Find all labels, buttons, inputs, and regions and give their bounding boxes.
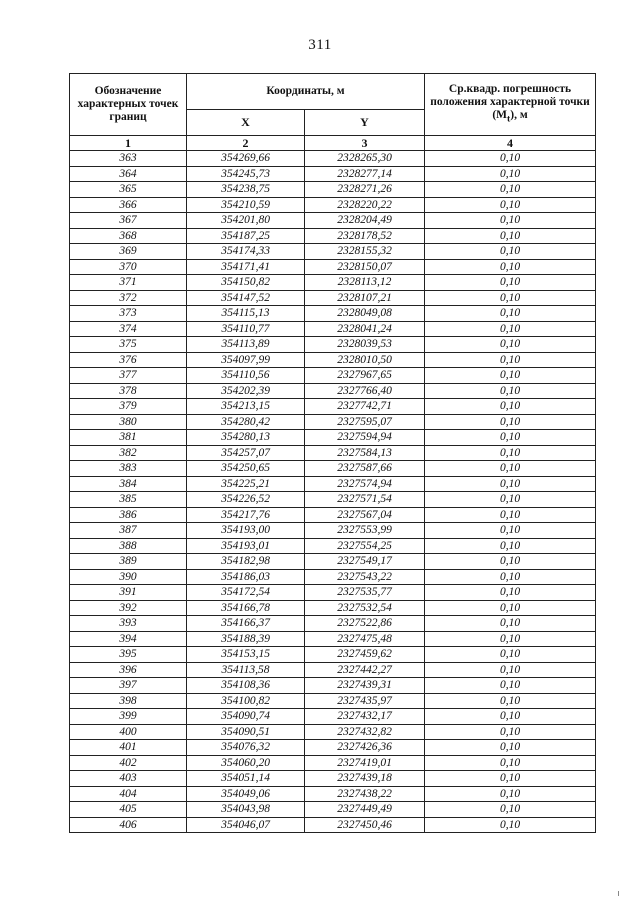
point-number-cell: 405 [70,802,187,818]
x-coordinate-cell: 354100,82 [187,693,305,709]
point-number-cell: 366 [70,197,187,213]
error-value-cell: 0,10 [425,755,596,771]
y-coordinate-cell: 2328277,14 [305,166,425,182]
error-value-cell: 0,10 [425,600,596,616]
column-number: 4 [425,136,596,151]
table-row [70,616,596,632]
table-row [70,414,596,430]
x-coordinate-cell: 354280,13 [187,430,305,446]
x-coordinate-cell: 354147,52 [187,290,305,306]
y-coordinate-cell: 2327742,71 [305,399,425,415]
error-value-cell: 0,10 [425,399,596,415]
x-coordinate-cell: 354172,54 [187,585,305,601]
x-coordinate-cell: 354238,75 [187,182,305,198]
page-number: 311 [308,37,332,53]
x-coordinate-cell: 354090,51 [187,724,305,740]
y-coordinate-cell: 2327439,18 [305,771,425,787]
header-error-text: Ср.квадр. погрешность положения характерной точки (M [430,83,590,122]
point-number-cell: 396 [70,662,187,678]
x-coordinate-cell: 354174,33 [187,244,305,260]
x-coordinate-cell: 354257,07 [187,445,305,461]
point-number-cell: 375 [70,337,187,353]
error-value-cell: 0,10 [425,678,596,694]
point-number-cell: 403 [70,771,187,787]
table-row [70,290,596,306]
table-row [70,569,596,585]
error-value-cell: 0,10 [425,771,596,787]
table-row [70,600,596,616]
header-error-subscript: t [507,113,511,125]
table-row [70,817,596,833]
y-coordinate-cell: 2328010,50 [305,352,425,368]
point-number-cell: 392 [70,600,187,616]
error-value-cell: 0,10 [425,461,596,477]
x-coordinate-cell: 354043,98 [187,802,305,818]
table-row [70,306,596,322]
error-value-cell: 0,10 [425,585,596,601]
table-row [70,662,596,678]
error-value-cell: 0,10 [425,228,596,244]
point-number-cell: 398 [70,693,187,709]
y-coordinate-cell: 2327419,01 [305,755,425,771]
table-row [70,244,596,260]
error-value-cell: 0,10 [425,290,596,306]
y-coordinate-cell: 2328265,30 [305,151,425,167]
x-coordinate-cell: 354250,65 [187,461,305,477]
table-row [70,507,596,523]
point-number-cell: 373 [70,306,187,322]
table-body [70,151,596,833]
table-row [70,430,596,446]
x-coordinate-cell: 354166,78 [187,600,305,616]
table-row [70,771,596,787]
table-row [70,523,596,539]
point-number-cell: 381 [70,430,187,446]
point-number-cell: 389 [70,554,187,570]
x-coordinate-cell: 354193,01 [187,538,305,554]
x-coordinate-cell: 354076,32 [187,740,305,756]
table-row [70,554,596,570]
scan-mark [618,891,619,896]
error-value-cell: 0,10 [425,383,596,399]
table-row [70,678,596,694]
column-number: 3 [305,136,425,151]
point-number-cell: 372 [70,290,187,306]
error-value-cell: 0,10 [425,523,596,539]
table-row [70,321,596,337]
point-number-cell: 382 [70,445,187,461]
x-coordinate-cell: 354217,76 [187,507,305,523]
header-mean-square-error [425,74,596,136]
table-row [70,740,596,756]
point-number-cell: 370 [70,259,187,275]
table-row [70,724,596,740]
error-value-cell: 0,10 [425,538,596,554]
y-coordinate-cell: 2328049,08 [305,306,425,322]
point-number-cell: 385 [70,492,187,508]
point-number-cell: 374 [70,321,187,337]
table-row [70,709,596,725]
point-number-cell: 406 [70,817,187,833]
x-coordinate-cell: 354280,42 [187,414,305,430]
table-row [70,786,596,802]
point-number-cell: 365 [70,182,187,198]
y-coordinate-cell: 2327543,22 [305,569,425,585]
x-coordinate-cell: 354110,77 [187,321,305,337]
header-error-unit: ), м [510,109,528,122]
table-row [70,383,596,399]
table-row [70,492,596,508]
table-row [70,631,596,647]
point-number-cell: 369 [70,244,187,260]
x-coordinate-cell: 354110,56 [187,368,305,384]
point-number-cell: 400 [70,724,187,740]
x-coordinate-cell: 354225,21 [187,476,305,492]
y-coordinate-cell: 2328039,53 [305,337,425,353]
x-coordinate-cell: 354245,73 [187,166,305,182]
error-value-cell: 0,10 [425,430,596,446]
table-row [70,182,596,198]
y-coordinate-cell: 2328204,49 [305,213,425,229]
error-value-cell: 0,10 [425,182,596,198]
point-number-cell: 378 [70,383,187,399]
y-coordinate-cell: 2327567,04 [305,507,425,523]
y-coordinate-cell: 2327595,07 [305,414,425,430]
y-coordinate-cell: 2327522,86 [305,616,425,632]
header-x: X [187,110,305,136]
error-value-cell: 0,10 [425,321,596,337]
point-number-cell: 387 [70,523,187,539]
y-coordinate-cell: 2327435,97 [305,693,425,709]
x-coordinate-cell: 354201,80 [187,213,305,229]
error-value-cell: 0,10 [425,352,596,368]
x-coordinate-cell: 354108,36 [187,678,305,694]
point-number-cell: 391 [70,585,187,601]
y-coordinate-cell: 2327766,40 [305,383,425,399]
x-coordinate-cell: 354115,13 [187,306,305,322]
x-coordinate-cell: 354090,74 [187,709,305,725]
error-value-cell: 0,10 [425,724,596,740]
y-coordinate-cell: 2327571,54 [305,492,425,508]
point-number-cell: 394 [70,631,187,647]
x-coordinate-cell: 354097,99 [187,352,305,368]
y-coordinate-cell: 2327442,27 [305,662,425,678]
y-coordinate-cell: 2328155,32 [305,244,425,260]
x-coordinate-cell: 354193,00 [187,523,305,539]
x-coordinate-cell: 354226,52 [187,492,305,508]
error-value-cell: 0,10 [425,817,596,833]
table-row [70,802,596,818]
error-value-cell: 0,10 [425,476,596,492]
y-coordinate-cell: 2328041,24 [305,321,425,337]
error-value-cell: 0,10 [425,631,596,647]
y-coordinate-cell: 2328113,12 [305,275,425,291]
y-coordinate-cell: 2327549,17 [305,554,425,570]
y-coordinate-cell: 2327967,65 [305,368,425,384]
y-coordinate-cell: 2328220,22 [305,197,425,213]
y-coordinate-cell: 2327432,82 [305,724,425,740]
header-y: Y [305,110,425,136]
error-value-cell: 0,10 [425,492,596,508]
y-coordinate-cell: 2327450,46 [305,817,425,833]
x-coordinate-cell: 354060,20 [187,755,305,771]
header-point-designation: Обозначение характерных точек границ [70,74,187,136]
point-number-cell: 371 [70,275,187,291]
point-number-cell: 404 [70,786,187,802]
column-number: 1 [70,136,187,151]
y-coordinate-cell: 2327438,22 [305,786,425,802]
error-value-cell: 0,10 [425,197,596,213]
table-row [70,197,596,213]
error-value-cell: 0,10 [425,786,596,802]
x-coordinate-cell: 354153,15 [187,647,305,663]
y-coordinate-cell: 2327594,94 [305,430,425,446]
point-number-cell: 399 [70,709,187,725]
x-coordinate-cell: 354113,58 [187,662,305,678]
y-coordinate-cell: 2327459,62 [305,647,425,663]
y-coordinate-cell: 2327439,31 [305,678,425,694]
error-value-cell: 0,10 [425,445,596,461]
point-number-cell: 368 [70,228,187,244]
x-coordinate-cell: 354049,06 [187,786,305,802]
point-number-cell: 383 [70,461,187,477]
coordinates-table [69,73,596,833]
x-coordinate-cell: 354213,15 [187,399,305,415]
x-coordinate-cell: 354046,07 [187,817,305,833]
y-coordinate-cell: 2328107,21 [305,290,425,306]
error-value-cell: 0,10 [425,740,596,756]
header-coordinates: Координаты, м [187,74,425,110]
table-row [70,693,596,709]
point-number-cell: 376 [70,352,187,368]
y-coordinate-cell: 2327449,49 [305,802,425,818]
table-row [70,352,596,368]
error-value-cell: 0,10 [425,554,596,570]
x-coordinate-cell: 354188,39 [187,631,305,647]
table-row [70,151,596,167]
error-value-cell: 0,10 [425,662,596,678]
table-row [70,337,596,353]
x-coordinate-cell: 354166,37 [187,616,305,632]
y-coordinate-cell: 2327535,77 [305,585,425,601]
column-number: 2 [187,136,305,151]
table-row [70,538,596,554]
x-coordinate-cell: 354186,03 [187,569,305,585]
x-coordinate-cell: 354171,41 [187,259,305,275]
point-number-cell: 395 [70,647,187,663]
x-coordinate-cell: 354051,14 [187,771,305,787]
y-coordinate-cell: 2328271,26 [305,182,425,198]
x-coordinate-cell: 354113,89 [187,337,305,353]
table-row [70,755,596,771]
error-value-cell: 0,10 [425,244,596,260]
error-value-cell: 0,10 [425,693,596,709]
table-row [70,585,596,601]
point-number-cell: 386 [70,507,187,523]
point-number-cell: 388 [70,538,187,554]
error-value-cell: 0,10 [425,616,596,632]
table-row [70,228,596,244]
table-row [70,476,596,492]
point-number-cell: 364 [70,166,187,182]
y-coordinate-cell: 2327426,36 [305,740,425,756]
error-value-cell: 0,10 [425,259,596,275]
point-number-cell: 384 [70,476,187,492]
table-row [70,275,596,291]
error-value-cell: 0,10 [425,166,596,182]
y-coordinate-cell: 2328150,07 [305,259,425,275]
point-number-cell: 367 [70,213,187,229]
error-value-cell: 0,10 [425,275,596,291]
point-number-cell: 377 [70,368,187,384]
table-row [70,461,596,477]
y-coordinate-cell: 2327587,66 [305,461,425,477]
y-coordinate-cell: 2327574,94 [305,476,425,492]
table-row [70,445,596,461]
point-number-cell: 401 [70,740,187,756]
x-coordinate-cell: 354187,25 [187,228,305,244]
point-number-cell: 393 [70,616,187,632]
error-value-cell: 0,10 [425,569,596,585]
table-row [70,399,596,415]
y-coordinate-cell: 2327532,54 [305,600,425,616]
table-row [70,647,596,663]
table-row [70,166,596,182]
x-coordinate-cell: 354182,98 [187,554,305,570]
y-coordinate-cell: 2327432,17 [305,709,425,725]
y-coordinate-cell: 2328178,52 [305,228,425,244]
point-number-cell: 363 [70,151,187,167]
y-coordinate-cell: 2327475,48 [305,631,425,647]
y-coordinate-cell: 2327584,13 [305,445,425,461]
x-coordinate-cell: 354150,82 [187,275,305,291]
point-number-cell: 390 [70,569,187,585]
error-value-cell: 0,10 [425,414,596,430]
x-coordinate-cell: 354269,66 [187,151,305,167]
point-number-cell: 397 [70,678,187,694]
error-value-cell: 0,10 [425,647,596,663]
error-value-cell: 0,10 [425,709,596,725]
table-row [70,213,596,229]
table-row [70,368,596,384]
error-value-cell: 0,10 [425,151,596,167]
error-value-cell: 0,10 [425,368,596,384]
point-number-cell: 402 [70,755,187,771]
table-row [70,259,596,275]
error-value-cell: 0,10 [425,802,596,818]
point-number-cell: 379 [70,399,187,415]
error-value-cell: 0,10 [425,306,596,322]
y-coordinate-cell: 2327553,99 [305,523,425,539]
error-value-cell: 0,10 [425,337,596,353]
error-value-cell: 0,10 [425,213,596,229]
point-number-cell: 380 [70,414,187,430]
y-coordinate-cell: 2327554,25 [305,538,425,554]
x-coordinate-cell: 354202,39 [187,383,305,399]
error-value-cell: 0,10 [425,507,596,523]
x-coordinate-cell: 354210,59 [187,197,305,213]
